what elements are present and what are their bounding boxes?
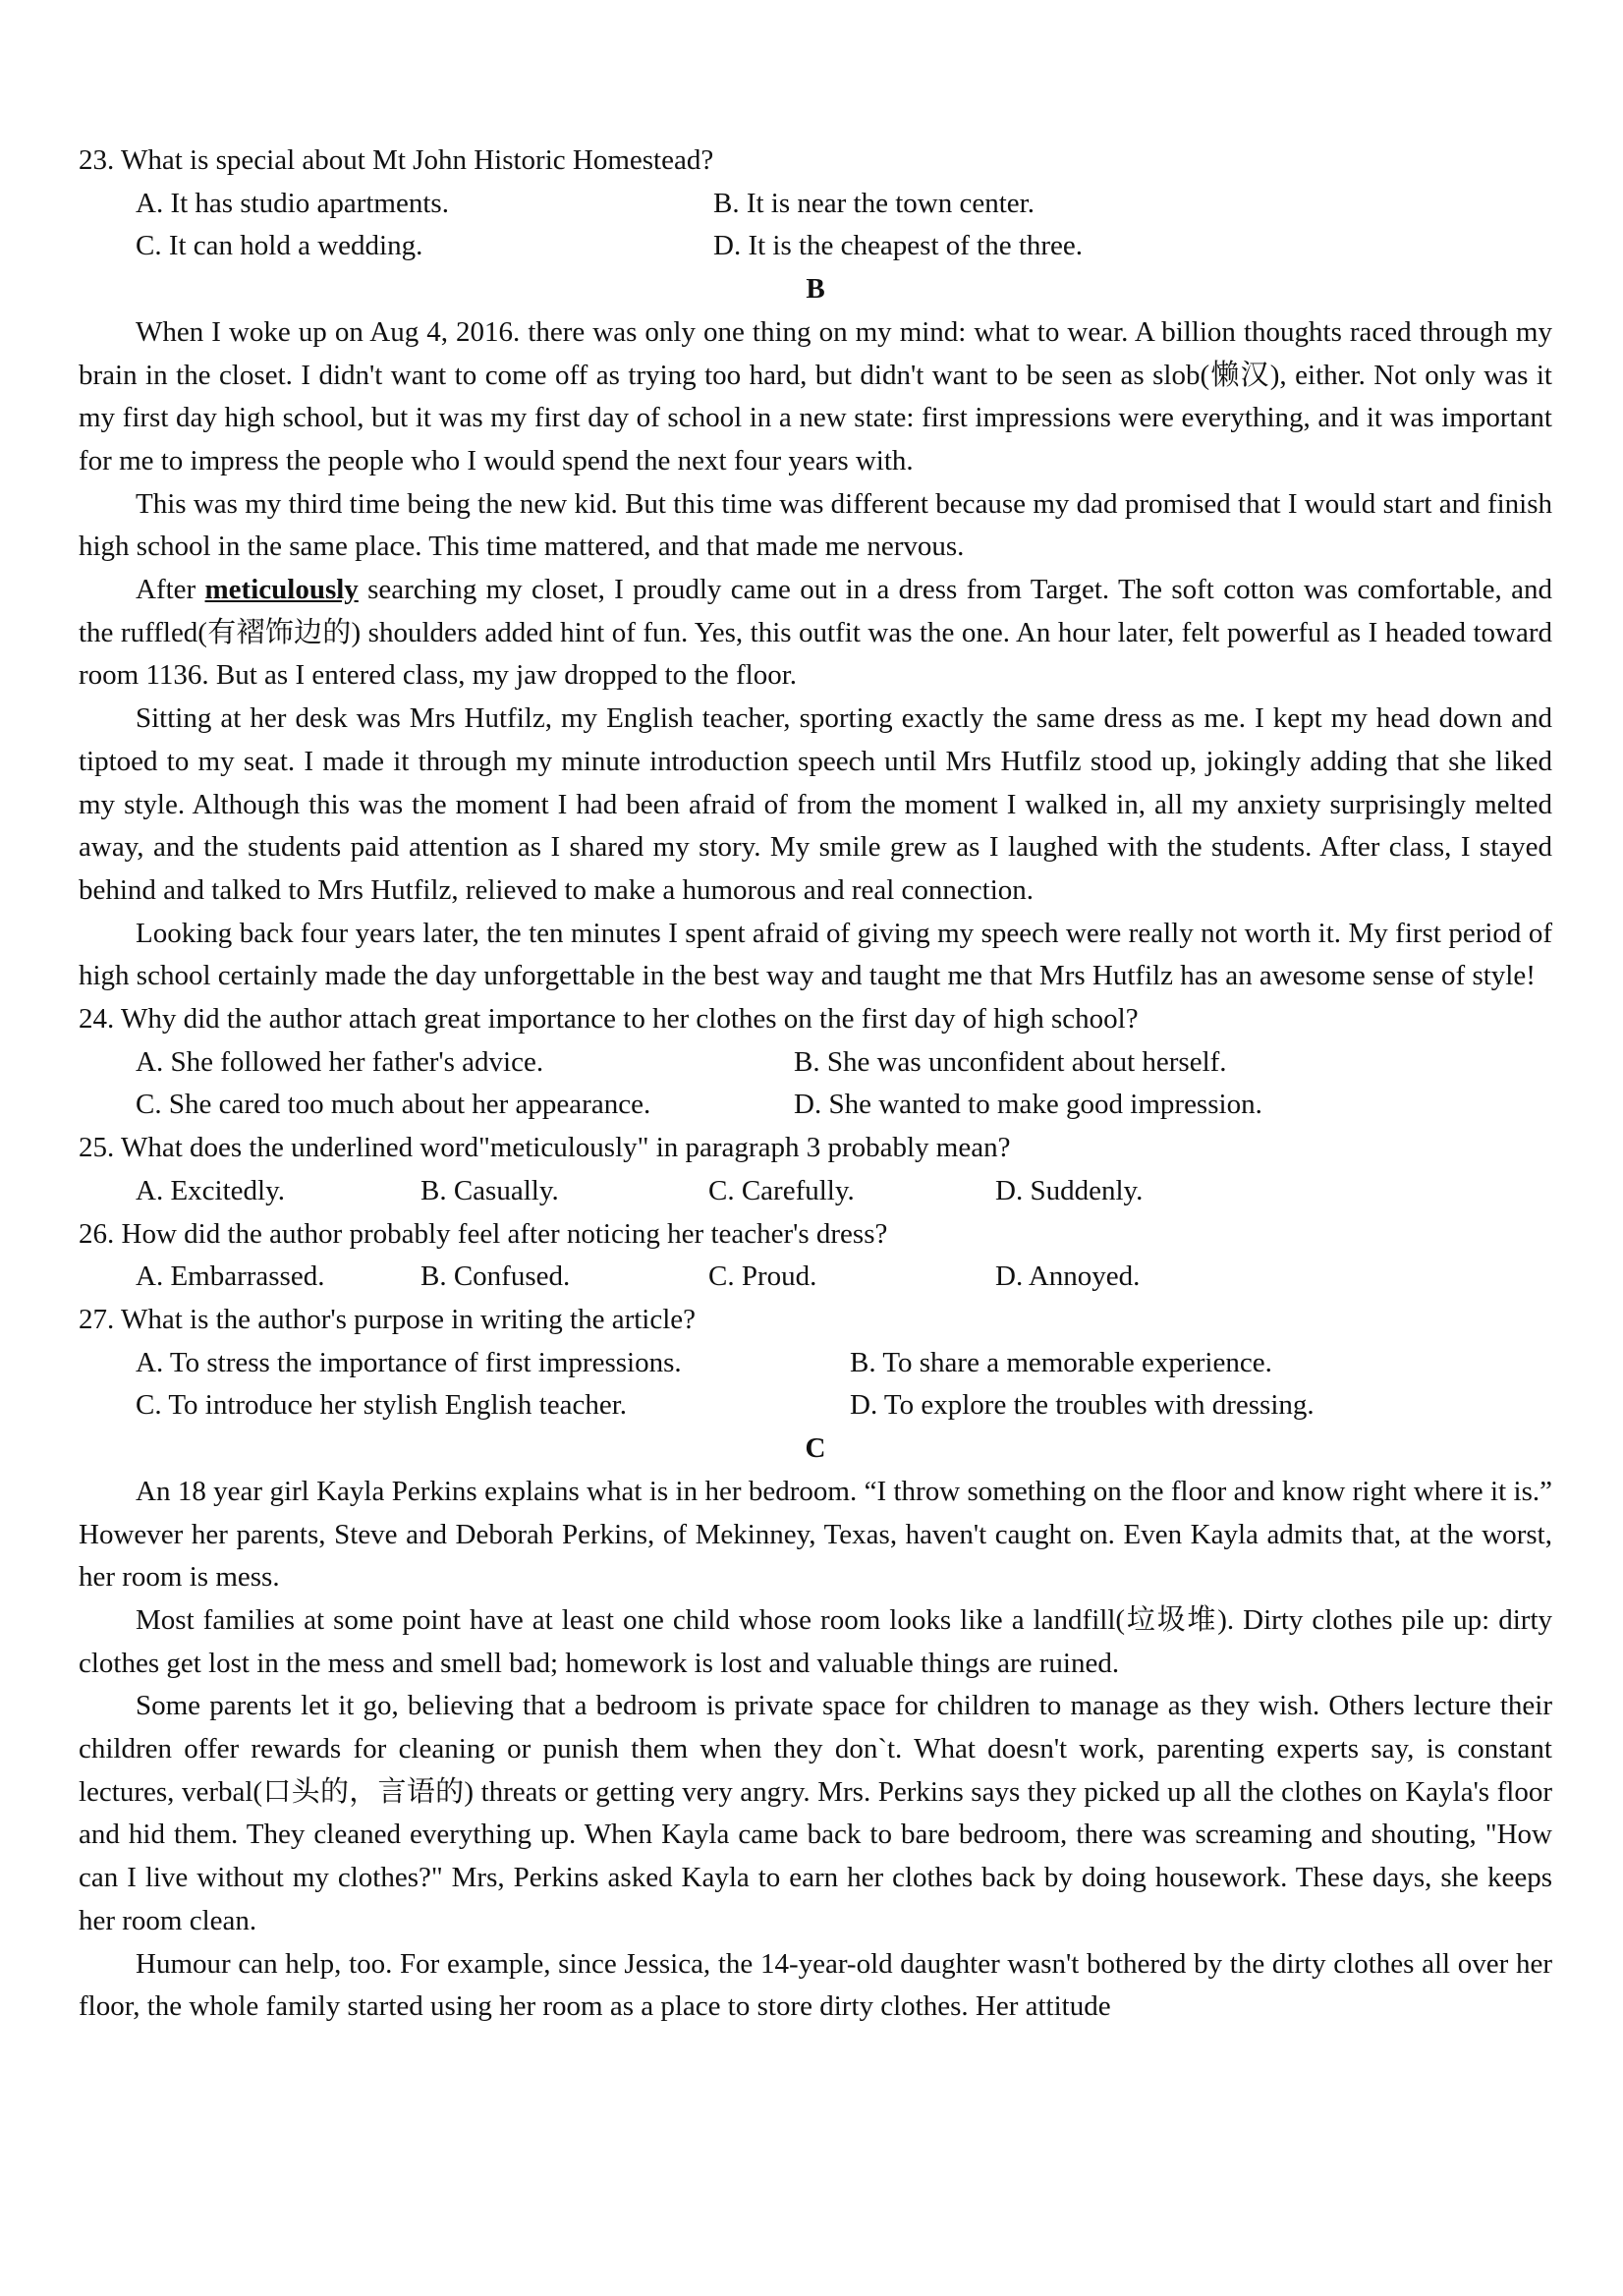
option-b: B. It is near the town center.	[713, 187, 1035, 219]
option-c: C. Proud.	[708, 1260, 817, 1293]
option-b: B. Confused.	[420, 1260, 571, 1293]
passage-b-paragraph-5: Looking back four years later, the ten minutes I spent afraid of giving my speech were really not worth it. My first period of high school certainly made the day unforgettable in the best way and taught me that Mrs Hutfilz has an awesome sense of style!	[79, 917, 1552, 992]
question-27-options	[79, 1384, 1552, 1428]
question-23-options	[79, 225, 1552, 268]
option-a: A. Excitedly.	[136, 1174, 285, 1206]
passage-b-paragraph-1: When I woke up on Aug 4, 2016. there was only one thing on my mind: what to wear. A billion thoughts raced through my brain in the closet. I didn't want to come off as trying too hard, but didn't want to be seen as slob(懒汉), either. Not only was it my first day high school, but it was my first day of school in a new state: first impressions were everything, and it was important for me to impress the people who I would spend the next four years with.	[79, 315, 1552, 476]
option-c: C. She cared too much about her appearance.	[136, 1089, 651, 1121]
option-a: A. It has studio apartments.	[136, 187, 449, 219]
passage-c-paragraph-1: An 18 year girl Kayla Perkins explains what is in her bedroom. “I throw something on the floor and know right where it is.” However her parents, Steve and Deborah Perkins, of Mekinney, Texas, haven't caught on. Even Kayla admits that, at the worst, her room is mess.	[79, 1475, 1552, 1594]
option-a: A. To stress the importance of first impressions.	[136, 1346, 682, 1378]
question-25-stem: 25. What does the underlined word"meticulously" in paragraph 3 probably mean?	[79, 1132, 1011, 1164]
question-24-options	[79, 1084, 1552, 1127]
section-c-heading: C	[805, 1432, 826, 1465]
underlined-keyword: meticulously	[204, 574, 359, 606]
exam-page	[79, 140, 1552, 2029]
option-d: D. She wanted to make good impression.	[794, 1089, 1262, 1121]
passage-b-paragraph-2: This was my third time being the new kid. But this time was different because my dad promised that I would start and finish high school in the same place. This time mattered, and that made me nervous.	[79, 487, 1552, 563]
option-a: A. She followed her father's advice.	[136, 1045, 544, 1078]
passage-c-paragraph-3: Some parents let it go, believing that a bedroom is private space for children to manage as they wish. Others lecture their children offer rewards for cleaning or punish them when they don`t. What doesn't work, parenting experts say, is constant lectures, verbal(口头的，言语的) threats or getting very angry. Mrs. Perkins says they picked up all the clothes on Kayla's floor and hid them. They cleaned everything up. When Kayla came back to bare bedroom, there was screaming and shouting, "How can I live without my clothes?" Mrs, Perkins asked Kayla to earn her clothes back by doing housework. These days, she keeps her room clean.	[79, 1690, 1552, 1936]
question-27-options	[79, 1342, 1552, 1385]
passage-b-paragraph-4: Sitting at her desk was Mrs Hutfilz, my English teacher, sporting exactly the same dress as me. I kept my head down and tiptoed to my seat. I made it through my minute introduction speech until Mrs Hutfilz stood up, jokingly adding that she liked my style. Although this was the moment I had been afraid of from the moment I walked in, all my anxiety surprisingly melted away, and the students paid attention as I shared my story. My smile grew as I laughed with the students. After class, I stayed behind and talked to Mrs Hutfilz, relieved to make a humorous and real connection.	[79, 702, 1552, 906]
passage-c-paragraph-4: Humour can help, too. For example, since Jessica, the 14-year-old daughter wasn't bothered by the dirty clothes all over her floor, the whole family started using her room as a place to store dirty clothes. Her attitude	[79, 1947, 1552, 2023]
question-23-stem: 23. What is special about Mt John Historic Homestead?	[79, 144, 714, 176]
option-d: D. Suddenly.	[995, 1174, 1144, 1206]
option-c: C. To introduce her stylish English teacher.	[136, 1389, 628, 1422]
passage-c-paragraph-2: Most families at some point have at least one child whose room looks like a landfill(垃圾堆). Dirty clothes pile up: dirty clothes get lost in the mess and smell bad; homework is lost and valuable things are ruined.	[79, 1603, 1552, 1679]
paragraph-text: After	[136, 574, 205, 606]
option-d: D. To explore the troubles with dressing.	[850, 1389, 1315, 1422]
option-b: B. Casually.	[420, 1174, 559, 1206]
section-b-heading: B	[806, 273, 825, 306]
question-24-stem: 24. Why did the author attach great importance to her clothes on the first day of high school?	[79, 1003, 1139, 1036]
question-25-options	[79, 1170, 1552, 1213]
question-23-options	[79, 183, 1552, 226]
option-b: B. She was unconfident about herself.	[794, 1045, 1227, 1078]
question-26-options	[79, 1256, 1552, 1299]
passage-b-paragraph-3	[79, 569, 1552, 698]
paragraph-text: searching my closet, I proudly came out in a dress from Target. The soft cotton was comfortable, and the ruffled(有褶饰边的) shoulders added hint of fun. Yes, this outfit was the one. An hour later, felt powerful as I headed toward room 1136. But as I entered class, my jaw dropped to the floor.	[79, 574, 1552, 692]
question-26-stem: 26. How did the author probably feel after noticing her teacher's dress?	[79, 1217, 888, 1250]
option-a: A. Embarrassed.	[136, 1260, 325, 1293]
option-d: D. Annoyed.	[995, 1260, 1141, 1293]
option-b: B. To share a memorable experience.	[850, 1346, 1272, 1378]
question-27-stem: 27. What is the author's purpose in writing the article?	[79, 1303, 697, 1335]
option-c: C. Carefully.	[708, 1174, 855, 1206]
question-24-options	[79, 1041, 1552, 1085]
option-c: C. It can hold a wedding.	[136, 230, 423, 262]
option-d: D. It is the cheapest of the three.	[713, 230, 1084, 262]
